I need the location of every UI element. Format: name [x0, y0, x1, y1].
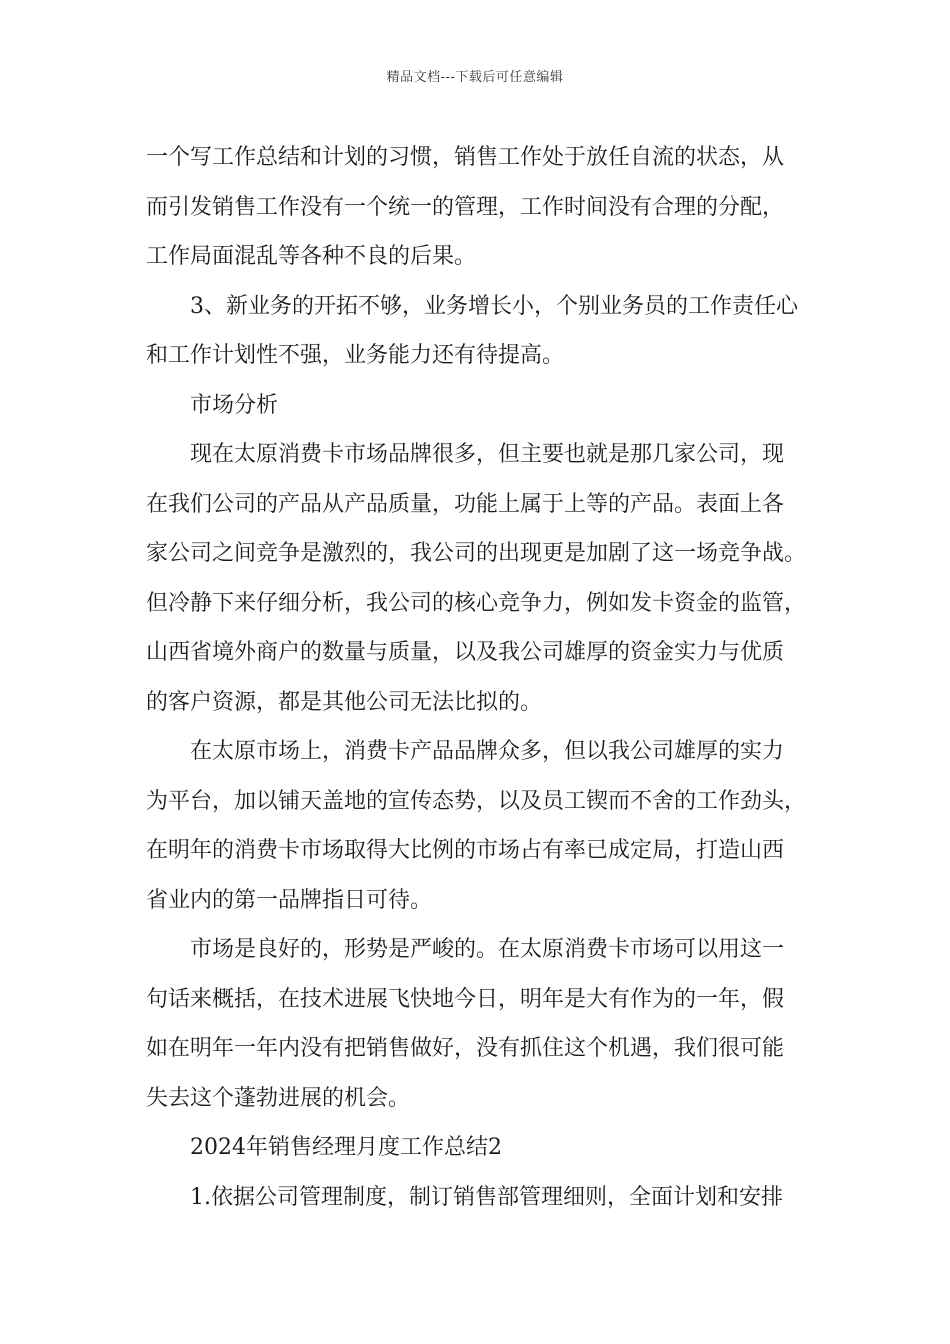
text-line: 现在太原消费卡市场品牌很多，但主要也就是那几家公司，现	[190, 442, 785, 467]
document-body	[146, 133, 836, 1222]
text-line: 工作局面混乱等各种不良的后果。	[146, 244, 477, 269]
text-line: 而引发销售工作没有一个统一的管理，工作时间没有合理的分配，	[146, 194, 785, 220]
text-line: 2024年销售经理月度工作总结2	[190, 1135, 502, 1160]
text-line: 3、新业务的开拓不够，业务增长小，个别业务员的工作责任心	[190, 293, 798, 319]
text-line: 在明年的消费卡市场取得大比例的市场占有率已成定局，打造山西	[146, 838, 785, 863]
text-line: 失去这个蓬勃进展的机会。	[146, 1085, 411, 1111]
text-line: 市场是良好的，形势是严峻的。在太原消费卡市场可以用这一	[190, 937, 785, 962]
text-line: 的客户资源，都是其他公司无法比拟的。	[146, 689, 543, 715]
text-line: 家公司之间竞争是激烈的，我公司的出现更是加剧了这一场竞争战。	[146, 541, 807, 566]
text-line: 一个写工作总结和计划的习惯，销售工作处于放任自流的状态，从	[146, 145, 785, 170]
text-line: 句话来概括，在技术进展飞快地今日，明年是大有作为的一年，假	[146, 986, 785, 1012]
text-line: 但冷静下来仔细分析，我公司的核心竞争力，例如发卡资金的监管，	[146, 590, 807, 616]
text-line: 如在明年一年内没有把销售做好，没有抓住这个机遇，我们很可能	[146, 1036, 785, 1061]
text-line: 和工作计划性不强，业务能力还有待提高。	[146, 343, 565, 368]
text-line: 市场分析	[190, 392, 279, 418]
text-line: 为平台，加以铺天盖地的宣传态势，以及员工锲而不舍的工作劲头，	[146, 788, 807, 814]
text-line: 在我们公司的产品从产品质量，功能上属于上等的产品。表面上各	[146, 491, 785, 517]
page-header: 精品文档---下载后可任意编辑	[386, 70, 564, 85]
text-line: 省业内的第一品牌指日可待。	[146, 887, 433, 913]
text-line: 在太原市场上，消费卡产品品牌众多，但以我公司雄厚的实力	[190, 739, 785, 764]
text-line: 山西省境外商户的数量与质量，以及我公司雄厚的资金实力与优质	[146, 640, 785, 665]
text-line: 1.依据公司管理制度，制订销售部管理细则，全面计划和安排	[190, 1184, 783, 1210]
